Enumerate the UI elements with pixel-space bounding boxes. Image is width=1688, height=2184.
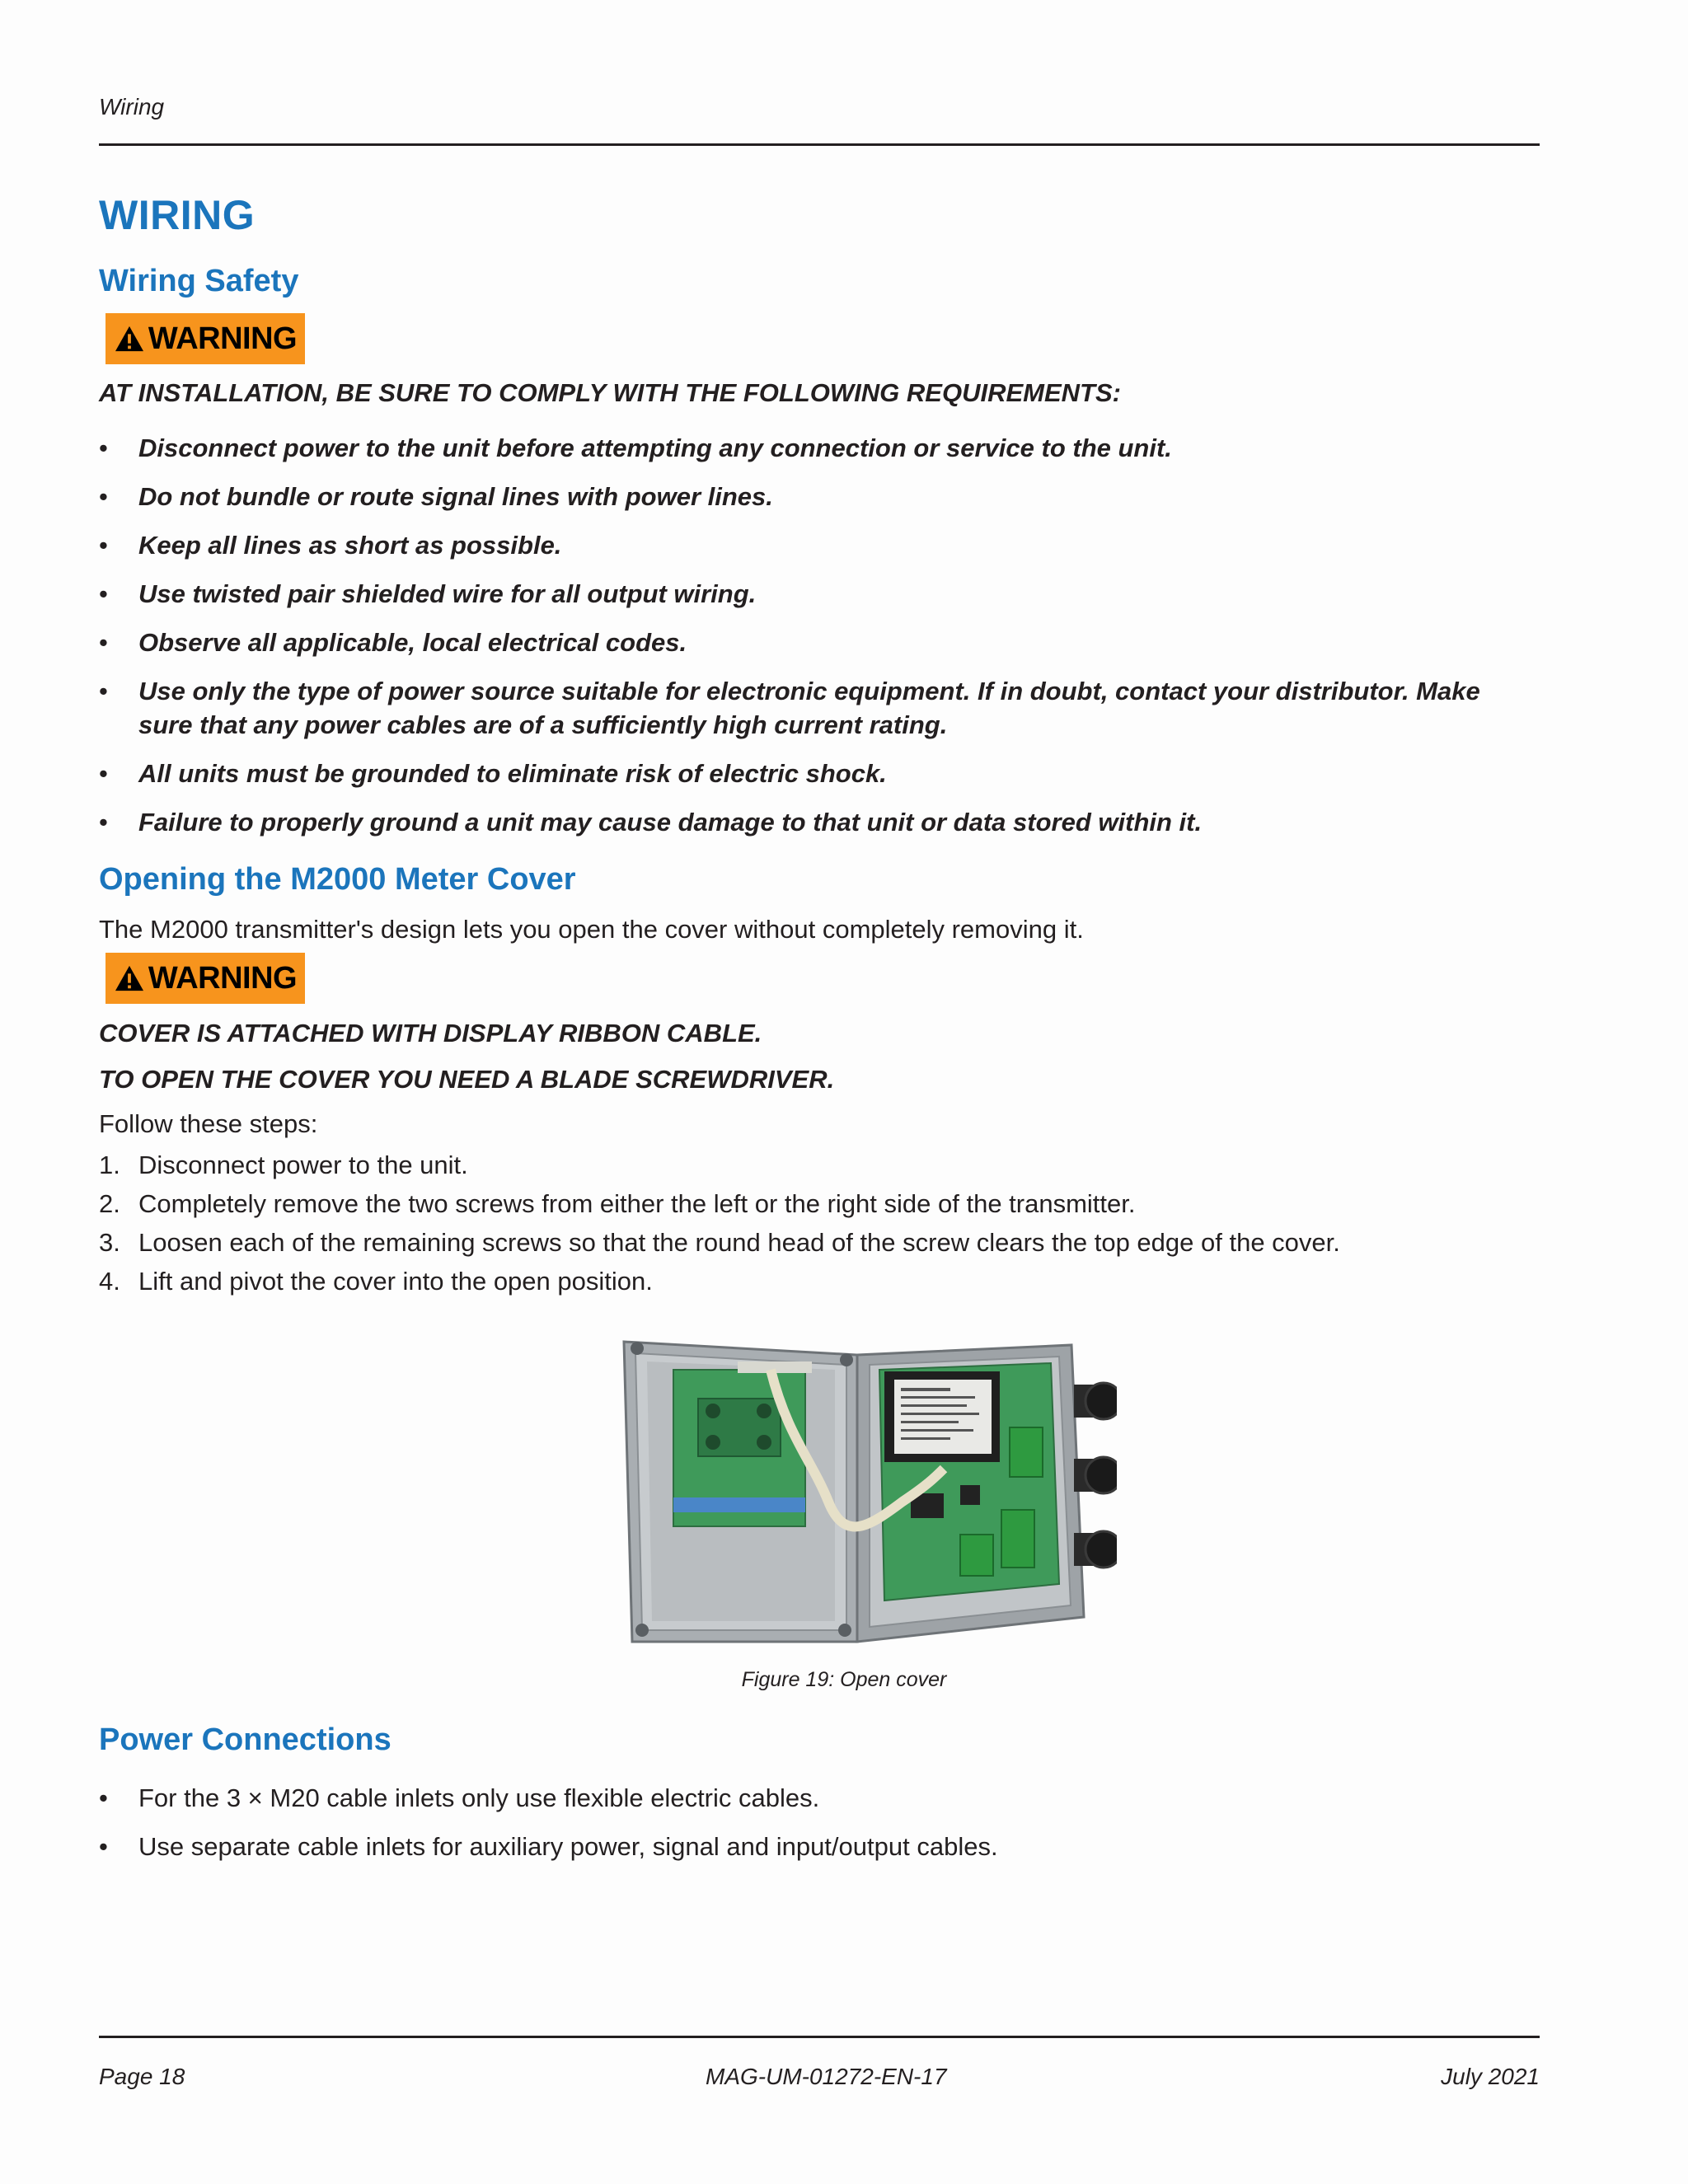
list-item: 1. Disconnect power to the unit. (99, 1151, 468, 1179)
header-rule (99, 143, 1540, 146)
figure-caption: Figure 19: Open cover (741, 1668, 947, 1691)
safety-requirements-list (99, 431, 1500, 854)
warning-triangle-icon (114, 964, 145, 992)
safety-intro: AT INSTALLATION, BE SURE TO COMPLY WITH THE FOLLOWING REQUIREMENTS: (99, 378, 1121, 407)
warning-triangle-icon (114, 325, 145, 353)
list-item: • Disconnect power to the unit before attempting any connection or service to the unit. (99, 434, 1172, 462)
running-header: Wiring (99, 94, 165, 120)
opening-steps-list (99, 1146, 1340, 1301)
warning-badge (106, 313, 305, 364)
list-item: • Use separate cable inlets for auxiliary power, signal and input/output cables. (99, 1832, 998, 1861)
list-item: • Use only the type of power source suitable for electronic equipment. If in doubt, contact your distributor. Make sure that any power cables are of a sufficiently high current rating. (99, 677, 1480, 739)
list-item: 2. Completely remove the two screws from either the left or the right side of the transmitter. (99, 1189, 1136, 1218)
footer-rule (99, 2036, 1540, 2038)
open-cover-photo (622, 1337, 1117, 1650)
cover-warning-line-2: TO OPEN THE COVER YOU NEED A BLADE SCREWDRIVER. (99, 1065, 835, 1094)
list-item: • For the 3 × M20 cable inlets only use flexible electric cables. (99, 1783, 820, 1812)
warning-label: WARNING (148, 960, 298, 996)
warning-badge (106, 953, 305, 1004)
cable-gland-icon (1074, 1383, 1117, 1568)
list-item: • Failure to properly ground a unit may cause damage to that unit or data stored within it. (99, 808, 1203, 837)
footer-date: July 2021 (1441, 2064, 1540, 2089)
warning-label: WARNING (148, 321, 298, 356)
section-heading-opening-cover: Opening the M2000 Meter Cover (99, 862, 576, 897)
list-item: 3. Loosen each of the remaining screws so that the round head of the screw clears the top edge of the cover. (99, 1228, 1340, 1257)
cover-warning-line-1: COVER IS ATTACHED WITH DISPLAY RIBBON CABLE. (99, 1019, 762, 1047)
power-connections-list (99, 1781, 1500, 1878)
section-heading-wiring-safety: Wiring Safety (99, 264, 299, 298)
list-item: • Keep all lines as short as possible. (99, 531, 562, 560)
footer-document-id: MAG-UM-01272-EN-17 (706, 2064, 947, 2089)
section-heading-power-connections: Power Connections (99, 1722, 392, 1757)
list-item: • Observe all applicable, local electrical codes. (99, 628, 687, 657)
page-title: WIRING (99, 192, 256, 238)
list-item: • Use twisted pair shielded wire for all output wiring. (99, 579, 757, 608)
footer-page-number: Page 18 (99, 2064, 185, 2089)
list-item: 4. Lift and pivot the cover into the open position. (99, 1267, 653, 1296)
steps-intro: Follow these steps: (99, 1109, 318, 1138)
list-item: • Do not bundle or route signal lines with power lines. (99, 482, 773, 511)
opening-cover-intro: The M2000 transmitter's design lets you open the cover without completely removing it. (99, 915, 1084, 944)
list-item: • All units must be grounded to eliminate risk of electric shock. (99, 759, 887, 788)
